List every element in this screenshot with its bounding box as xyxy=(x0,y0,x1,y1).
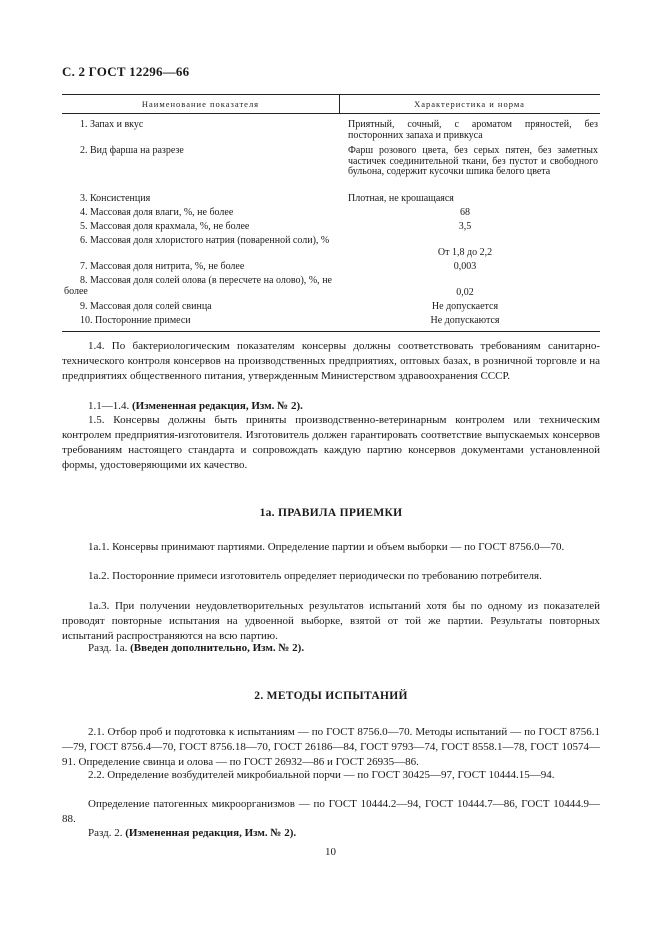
section-1a-note xyxy=(62,641,600,656)
paragraph-1a-3: 1а.3. При получении неудовлетворительных результатов испытаний хотя бы по одному из показателей проводят повторные испытания на удвоенной выборке, взятой от той же партии. Результаты повторных испытаний распространяются на всю партию. xyxy=(62,600,600,642)
table-row-6-norm: От 1,8 до 2,2 xyxy=(437,247,493,258)
section-2-note xyxy=(62,826,600,841)
paragraph-1-5: 1.5. Консервы должны быть приняты производственно-ветеринарным контролем или техническим контролем предприятия-изготовителя. Изготовитель должен гарантировать соответствие выпускаемых консервов требованиям настоящего стандарта и сопровождать каждую партию консервов документами установленной формы, удостоверяющими их качество. xyxy=(62,414,600,471)
table-row-9-name: 9. Массовая доля солей свинца xyxy=(80,301,212,312)
paragraph-2-3: Определение патогенных микроорганизмов — по ГОСТ 10444.2—94, ГОСТ 10444.7—86, ГОСТ 10444.9—88. xyxy=(62,798,600,825)
paragraph-1a-1: 1а.1. Консервы принимают партиями. Определение партии и объем выборки — по ГОСТ 8756.0—70. xyxy=(88,541,565,553)
note-prefix: Разд. 2. xyxy=(88,827,123,839)
page-number: 10 xyxy=(325,846,336,858)
note-bold: (Измененная редакция, Изм. № 2). xyxy=(132,400,303,412)
table-row-10-norm: Не допускаются xyxy=(430,315,500,326)
table-row-8-norm: 0,02 xyxy=(456,287,474,298)
note-bold: (Введен дополнительно, Изм. № 2). xyxy=(130,642,305,654)
paragraph-1-4: 1.4. По бактериологическим показателям консервы должны соответствовать требованиям санитарно-технического контроля консервов на производственных предприятиях, оптовых базах, в розничной торговле и на предприятиях общественного питания, утвержденным Министерством здравоохранения СССР. xyxy=(62,340,600,382)
table-col-header-name: Наименование показателя xyxy=(141,99,260,109)
page-header: С. 2 ГОСТ 12296—66 xyxy=(62,64,190,79)
paragraph-2-1: 2.1. Отбор проб и подготовка к испытаниям — по ГОСТ 8756.0—70. Методы испытаний — по ГОСТ 8756.1—79, ГОСТ 8756.4—70, ГОСТ 8756.18—70, ГОСТ 26186—84, ГОСТ 9793—74, ГОСТ 8558.1—78, ГОСТ 10574—91. Определение свинца и олова — по ГОСТ 26932—86 и ГОСТ 26935—86. xyxy=(62,726,600,768)
table-row-3-norm: Плотная, не крошащаяся xyxy=(348,193,454,204)
table-row-2-name: 2. Вид фарша на разрезе xyxy=(80,145,184,156)
table-row-4-name: 4. Массовая доля влаги, %, не более xyxy=(80,207,234,218)
table-row-1-name: 1. Запах и вкус xyxy=(80,119,144,130)
section-1a-title: 1а. ПРАВИЛА ПРИЕМКИ xyxy=(259,507,403,519)
table-row-10-name: 10. Посторонние примеси xyxy=(80,315,191,326)
table-header-rule xyxy=(62,113,600,114)
table-row-6-name: 6. Массовая доля хлористого натрия (поваренной соли), % xyxy=(80,235,330,246)
table-row-9-norm: Не допускается xyxy=(431,301,499,312)
note-bold: (Измененная редакция, Изм. № 2). xyxy=(125,827,297,839)
table-row-4-norm: 68 xyxy=(460,207,470,218)
table-top-rule xyxy=(62,94,600,95)
table-row-5-name: 5. Массовая доля крахмала, %, не более xyxy=(80,221,250,232)
note-prefix: Разд. 1а. xyxy=(88,642,128,654)
table-row-7-norm: 0,003 xyxy=(453,261,477,272)
note-prefix: 1.1—1.4. xyxy=(88,400,130,412)
table-row-1-norm: Приятный, сочный, с ароматом пряностей, без посторонних запаха и привкуса xyxy=(348,119,598,141)
paragraph-1a-2: 1а.2. Посторонние примеси изготовитель определяет периодически по требованию потребителя. xyxy=(88,570,542,582)
table-row-7-name: 7. Массовая доля нитрита, %, не более xyxy=(80,261,245,272)
table-bottom-rule xyxy=(62,331,600,332)
table-row-3-name: 3. Консистенция xyxy=(80,193,151,204)
section-2-title: 2. МЕТОДЫ ИСПЫТАНИЙ xyxy=(254,690,408,702)
paragraph-1-1-1-4-note xyxy=(62,399,600,414)
paragraph-2-2: 2.2. Определение возбудителей микробиальной порчи — по ГОСТ 30425—97, ГОСТ 10444.15—94. xyxy=(88,769,555,781)
table-row-8-name: 8. Массовая доля солей олова (в пересчете на олово), %, не более xyxy=(64,275,332,297)
table-row-2-norm: Фарш розового цвета, без серых пятен, без заметных частичек соединительной ткани, без пустот и свободного бульона, содержит кусочки шпика белого цвета xyxy=(348,145,598,177)
table-col-header-norm: Характеристика и норма xyxy=(414,99,525,109)
table-row-5-norm: 3,5 xyxy=(458,221,472,232)
